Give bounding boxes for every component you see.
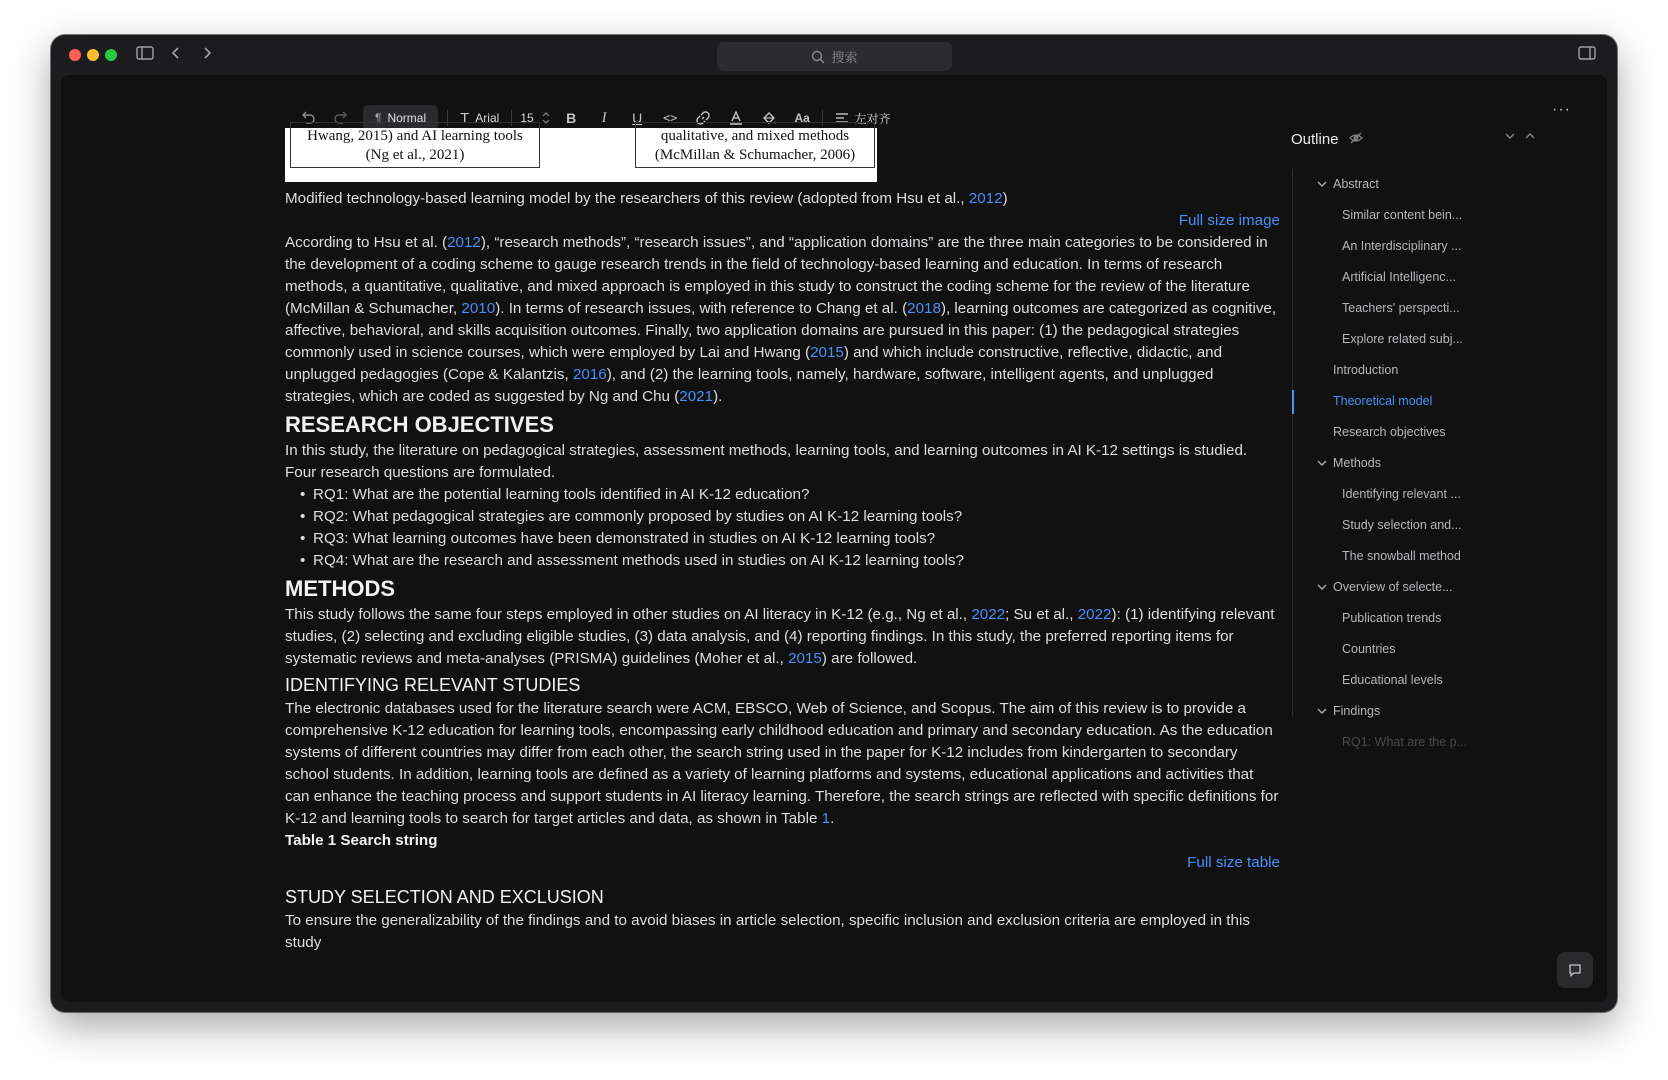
search-placeholder: 搜索 (831, 50, 858, 65)
text-run: ) and which include constructive, reflective, didactic, and unplugged pedagogies (Cope & Kalantzis, (285, 344, 1223, 383)
editor-area (61, 75, 1607, 1002)
chevron-down-icon[interactable] (1317, 572, 1327, 603)
outline-item[interactable] (1293, 510, 1592, 541)
outline-item-label: Identifying relevant ... (1342, 487, 1461, 501)
figure-box-right (635, 122, 875, 168)
italic-icon[interactable]: I (601, 109, 607, 126)
document-content (285, 128, 1280, 954)
caption-text: Modified technology-based learning model by the researchers of this review (adopted from Hsu et al., (285, 190, 969, 207)
text-run: ), learning outcomes are categorized as cognitive, affective, behavioral, and skills acquisition outcomes. Finally, two application domains are pursued in this paper: (1) the pedagogical strategies commonly used in science courses, which were employed by Lai and Hwang ( (285, 300, 1277, 361)
forward-chevron-icon[interactable] (201, 45, 213, 61)
figure-caption (285, 188, 1280, 210)
outline-item-label: An Interdisciplinary ... (1342, 239, 1462, 253)
figure-text: qualitative, and mixed methods (660, 128, 850, 144)
outline-item-label: Research objectives (1333, 425, 1446, 439)
citation-link[interactable]: 2015 (788, 650, 822, 667)
outline-item-label: The snowball method (1342, 549, 1461, 563)
paragraph (285, 698, 1280, 830)
outline-item[interactable] (1293, 386, 1592, 417)
hide-outline-icon[interactable] (1349, 132, 1363, 147)
paragraph (285, 232, 1280, 408)
outline-item-label: Teachers' perspecti... (1342, 301, 1460, 315)
font-type-icon: T (460, 109, 470, 127)
text-run: This study follows the same four steps employed in other studies on AI literacy in K-12 (e.g., Ng et al., (285, 606, 972, 623)
outline-item-label: Findings (1333, 704, 1381, 718)
citation-link[interactable]: 2021 (679, 388, 714, 405)
outline-item-label: Abstract (1333, 177, 1379, 191)
close-window-button[interactable] (69, 49, 81, 61)
paragraph-style-value: Normal (387, 111, 427, 125)
text-align-value: 左对齐 (854, 111, 891, 126)
outline-item-label: Introduction (1333, 363, 1399, 377)
outline-item[interactable] (1293, 665, 1592, 696)
citation-link[interactable]: 2022 (971, 606, 1006, 623)
outline-item[interactable] (1293, 262, 1592, 293)
text-run: ) are followed. (821, 650, 918, 667)
paragraph (285, 604, 1280, 670)
full-size-image-link[interactable] (285, 210, 1280, 232)
figure-text: (Ng et al., 2021) (365, 147, 465, 163)
font-size-value: 15 (520, 111, 534, 125)
heading-study-selection: STUDY SELECTION AND EXCLUSION (285, 887, 604, 907)
outline-item-label: Overview of selecte... (1333, 580, 1453, 594)
outline-item[interactable] (1293, 541, 1592, 572)
search-field[interactable] (717, 42, 952, 71)
minimize-window-button[interactable] (87, 49, 99, 61)
outline-item-label: Publication trends (1342, 611, 1442, 625)
right-panel-toggle-icon[interactable] (1578, 45, 1596, 61)
outline-item[interactable] (1293, 603, 1592, 634)
list-item: • RQ3: What learning outcomes have been demonstrated in studies on AI K-12 learning tools? (300, 528, 1280, 550)
outline-item[interactable] (1293, 479, 1592, 510)
outline-item[interactable] (1293, 634, 1592, 665)
search-icon (811, 50, 825, 64)
figure-image (285, 128, 877, 182)
outline-item[interactable] (1293, 572, 1592, 603)
chevron-up-icon[interactable] (1525, 129, 1535, 143)
text-run: According to Hsu et al. ( (285, 234, 448, 251)
figure-box-left (290, 122, 540, 168)
chat-bubble-icon (1568, 963, 1582, 977)
list-item: • RQ2: What pedagogical strategies are commonly proposed by studies on AI K-12 learning tools? (300, 506, 1280, 528)
chevron-down-icon[interactable] (1317, 696, 1327, 727)
code-icon[interactable]: <> (662, 111, 678, 125)
full-size-image-label[interactable]: Full size image (1178, 212, 1280, 229)
outline-item[interactable] (1293, 448, 1592, 479)
outline-panel (1291, 127, 1591, 749)
heading-identifying-relevant-studies: IDENTIFYING RELEVANT STUDIES (285, 675, 581, 695)
heading-methods: METHODS (285, 576, 395, 601)
text-run: ). In terms of research issues, with reference to Chang et al. ( (495, 300, 908, 317)
outline-title: Outline (1291, 130, 1339, 148)
outline-item[interactable] (1293, 696, 1592, 727)
text-run: ): (1) identifying relevant studies, (2) selecting and excluding eligible studies, (3) data analysis, and (4) reporting findings. In this study, the preferred reporting items for systematic reviews and meta-analyses (PRISMA) guidelines (Moher et al., (285, 606, 1275, 667)
outline-item-label: RQ1: What are the p... (1342, 735, 1468, 749)
outline-item-label: Explore related subj... (1342, 332, 1463, 346)
chevron-down-icon[interactable] (1317, 448, 1327, 479)
outline-item-label: Similar content bein... (1342, 208, 1463, 222)
list-item: • RQ1: What are the potential learning tools identified in AI K-12 education? (300, 484, 1280, 506)
paragraph: In this study, the literature on pedagogical strategies, assessment methods, learning tools, and learning outcomes in AI K-12 settings is studied. Four research questions are formulated. (285, 442, 1248, 481)
heading-research-objectives: RESEARCH OBJECTIVES (285, 412, 554, 437)
outline-item[interactable] (1293, 324, 1592, 355)
figure-text: (McMillan & Schumacher, 2006) (654, 147, 856, 163)
text-run: . (830, 810, 835, 827)
bold-icon[interactable]: B (566, 110, 577, 126)
figure-text: Hwang, 2015) and AI learning tools (307, 128, 523, 144)
comment-button[interactable] (1557, 952, 1593, 988)
text-run: ; Su et al., (1005, 606, 1078, 623)
text-run: ). (713, 388, 723, 405)
citation-link[interactable]: 2022 (1077, 606, 1112, 623)
table-link[interactable]: 1 (821, 810, 831, 827)
full-size-table-label[interactable]: Full size table (1187, 854, 1280, 871)
list-item: • RQ4: What are the research and assessment methods used in studies on AI K-12 learning tools? (300, 550, 1280, 572)
chevron-down-icon[interactable] (1505, 129, 1515, 143)
research-questions-list (300, 484, 1280, 572)
text-run: ), and (2) the learning tools, namely, hardware, software, intelligent agents, and unplugged strategies, which are coded as suggested by Ng and Chu ( (285, 366, 1214, 405)
sidebar-toggle-icon[interactable] (136, 45, 154, 61)
citation-link[interactable]: 2010 (461, 300, 496, 317)
outline-item-label: Methods (1333, 456, 1381, 470)
outline-list (1292, 169, 1592, 749)
citation-link[interactable]: 2018 (907, 300, 941, 317)
underline-icon[interactable]: U (632, 110, 643, 126)
caption-text: ) (1002, 190, 1008, 207)
outline-item[interactable] (1293, 200, 1592, 231)
full-size-table-link[interactable] (285, 852, 1280, 874)
outline-controls (1505, 129, 1535, 143)
stepper-chevrons-icon[interactable] (542, 111, 550, 125)
outline-item-label: Theoretical model (1333, 394, 1433, 408)
outline-item[interactable] (1293, 355, 1592, 386)
title-bar (51, 35, 1617, 75)
pilcrow-icon: ¶ (375, 111, 382, 125)
outline-item[interactable] (1293, 231, 1592, 262)
outline-item[interactable] (1293, 293, 1592, 324)
zoom-window-button[interactable] (105, 49, 117, 61)
outline-item-label: Artificial Intelligenc... (1342, 270, 1456, 284)
table-title: Table 1 Search string (285, 832, 438, 849)
chevron-down-icon[interactable] (1317, 169, 1327, 200)
text-case-label: Aa (794, 111, 810, 125)
outline-item[interactable] (1293, 169, 1592, 200)
text-run: ), “research methods”, “research issues”, and “application domains” are the three main categories to be considered in the development of a coding scheme to gauge research trends in the field of technology-based learning and education. In terms of research methods, a quantitative, qualitative, and mixed approach is employed in this study to construct the coding scheme for the review of the literature (McMillan & Schumacher, (285, 234, 1268, 317)
outline-header (1291, 127, 1591, 151)
more-options-icon[interactable]: ··· (1552, 101, 1571, 118)
citation-link[interactable]: 2016 (572, 366, 607, 383)
paragraph: To ensure the generalizability of the findings and to avoid biases in article selection, specific inclusion and exclusion criteria are employed in this study (285, 912, 1250, 951)
back-chevron-icon[interactable] (170, 45, 182, 61)
citation-link[interactable]: 2015 (810, 344, 844, 361)
text-run: The electronic databases used for the literature search were ACM, EBSCO, Web of Science, and Scopus. The aim of this review is to provide a comprehensive K-12 education for learning tools, encompassing early childhood education and primary and secondary education. As the education systems of different countries may differ from each other, the search string used in the paper for K-12 includes from kindergarten to secondary school students. In addition, learning tools are defined as a variety of learning platforms and systems, educational applications and activities that can enhance the teaching process and support students in AI literacy learning. Therefore, the search strings are reflected with specific definitions for K-12 and learning tools to search for target articles and data, as shown in Table (285, 700, 1279, 827)
font-family-value: Arial (475, 111, 500, 125)
outline-item-label: Educational levels (1342, 673, 1443, 687)
app-window (51, 35, 1617, 1012)
outline-item[interactable] (1293, 417, 1592, 448)
outline-item[interactable] (1293, 727, 1592, 758)
outline-item-label: Study selection and... (1342, 518, 1462, 532)
citation-link[interactable]: 2012 (968, 190, 1003, 207)
outline-item-label: Countries (1342, 642, 1396, 656)
citation-link[interactable]: 2012 (447, 234, 481, 251)
